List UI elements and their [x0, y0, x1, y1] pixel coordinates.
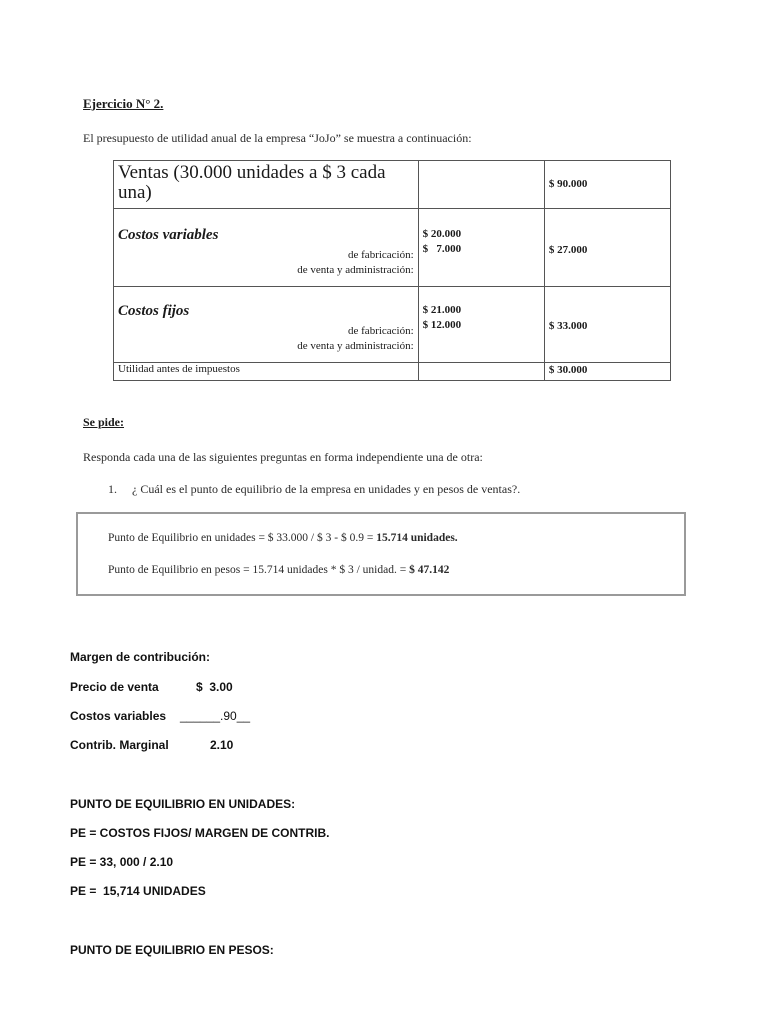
varcost-value: ______.90__: [180, 709, 251, 723]
answer-line-pesos-text: Punto de Equilibrio en pesos = 15.714 unidades * $ 3 / unidad. =: [108, 564, 410, 576]
variable-costs-amount2: $ 7.000: [422, 243, 462, 255]
answer-line-units-result: 15.714 unidades.: [376, 532, 458, 544]
fixed-costs-total: $ 33.000: [544, 287, 670, 363]
contrib-value: 2.10: [210, 738, 234, 752]
profit-row: [114, 363, 671, 381]
fixed-costs-sub1: de fabricación:: [348, 325, 414, 337]
sales-row: [114, 161, 671, 209]
answer-box: [76, 512, 686, 596]
profit-mid-cell: [418, 363, 544, 381]
price-value: $ 3.00: [196, 680, 233, 694]
answer-line-units-text: Punto de Equilibrio en unidades = $ 33.000 / $ 3 - $ 0.9 =: [108, 532, 377, 544]
variable-costs-sub1: de fabricación:: [348, 249, 414, 261]
questions-instruction: Responda cada una de las siguientes preguntas en forma independiente una de otra:: [83, 450, 483, 464]
price-label: Precio de venta: [70, 680, 159, 694]
budget-table: [113, 160, 671, 381]
variable-costs-amount1: $ 20.000: [422, 228, 462, 240]
formula-line: PE = COSTOS FIJOS/ MARGEN DE CONTRIB.: [70, 826, 330, 840]
questions-heading: Se pide:: [83, 415, 125, 429]
sales-total: $ 90.000: [544, 161, 670, 209]
variable-costs-label: Costos variables: [118, 227, 219, 243]
calc-line: PE = 33, 000 / 2.10: [70, 855, 174, 869]
variable-costs-row: [114, 209, 671, 287]
profit-total: $ 30.000: [544, 363, 670, 381]
fixed-costs-label: Costos fijos: [118, 303, 190, 319]
variable-costs-total: $ 27.000: [544, 209, 670, 287]
sales-mid-cell: [418, 161, 544, 209]
units-heading: PUNTO DE EQUILIBRIO EN UNIDADES:: [70, 797, 296, 811]
variable-costs-sub2: de venta y administración:: [297, 264, 414, 276]
result-line: PE = 15,714 UNIDADES: [70, 884, 206, 898]
exercise-title: Ejercicio N° 2.: [83, 96, 164, 111]
exercise-intro: El presupuesto de utilidad anual de la empresa “JoJo” se muestra a continuación:: [83, 131, 472, 145]
fixed-costs-amount1: $ 21.000: [422, 304, 462, 316]
fixed-costs-sub2: de venta y administración:: [297, 340, 414, 352]
fixed-costs-amount2: $ 12.000: [422, 319, 462, 331]
question-1-number: 1.: [108, 482, 117, 496]
margin-heading: Margen de contribución:: [70, 650, 211, 664]
fixed-costs-row: [114, 287, 671, 363]
answer-line-units: [108, 532, 458, 544]
answer-line-pesos: [108, 564, 449, 576]
question-1-text: ¿ Cuál es el punto de equilibrio de la empresa en unidades y en pesos de ventas?.: [132, 482, 521, 496]
profit-label: Utilidad antes de impuestos: [114, 363, 419, 381]
varcost-label: Costos variables: [70, 709, 167, 723]
answer-line-pesos-result: $ 47.142: [409, 564, 450, 576]
contrib-label: Contrib. Marginal: [70, 738, 169, 752]
sales-label: Ventas (30.000 unidades a $ 3 cada una): [114, 161, 419, 209]
pesos-heading: PUNTO DE EQUILIBRIO EN PESOS:: [70, 943, 274, 957]
